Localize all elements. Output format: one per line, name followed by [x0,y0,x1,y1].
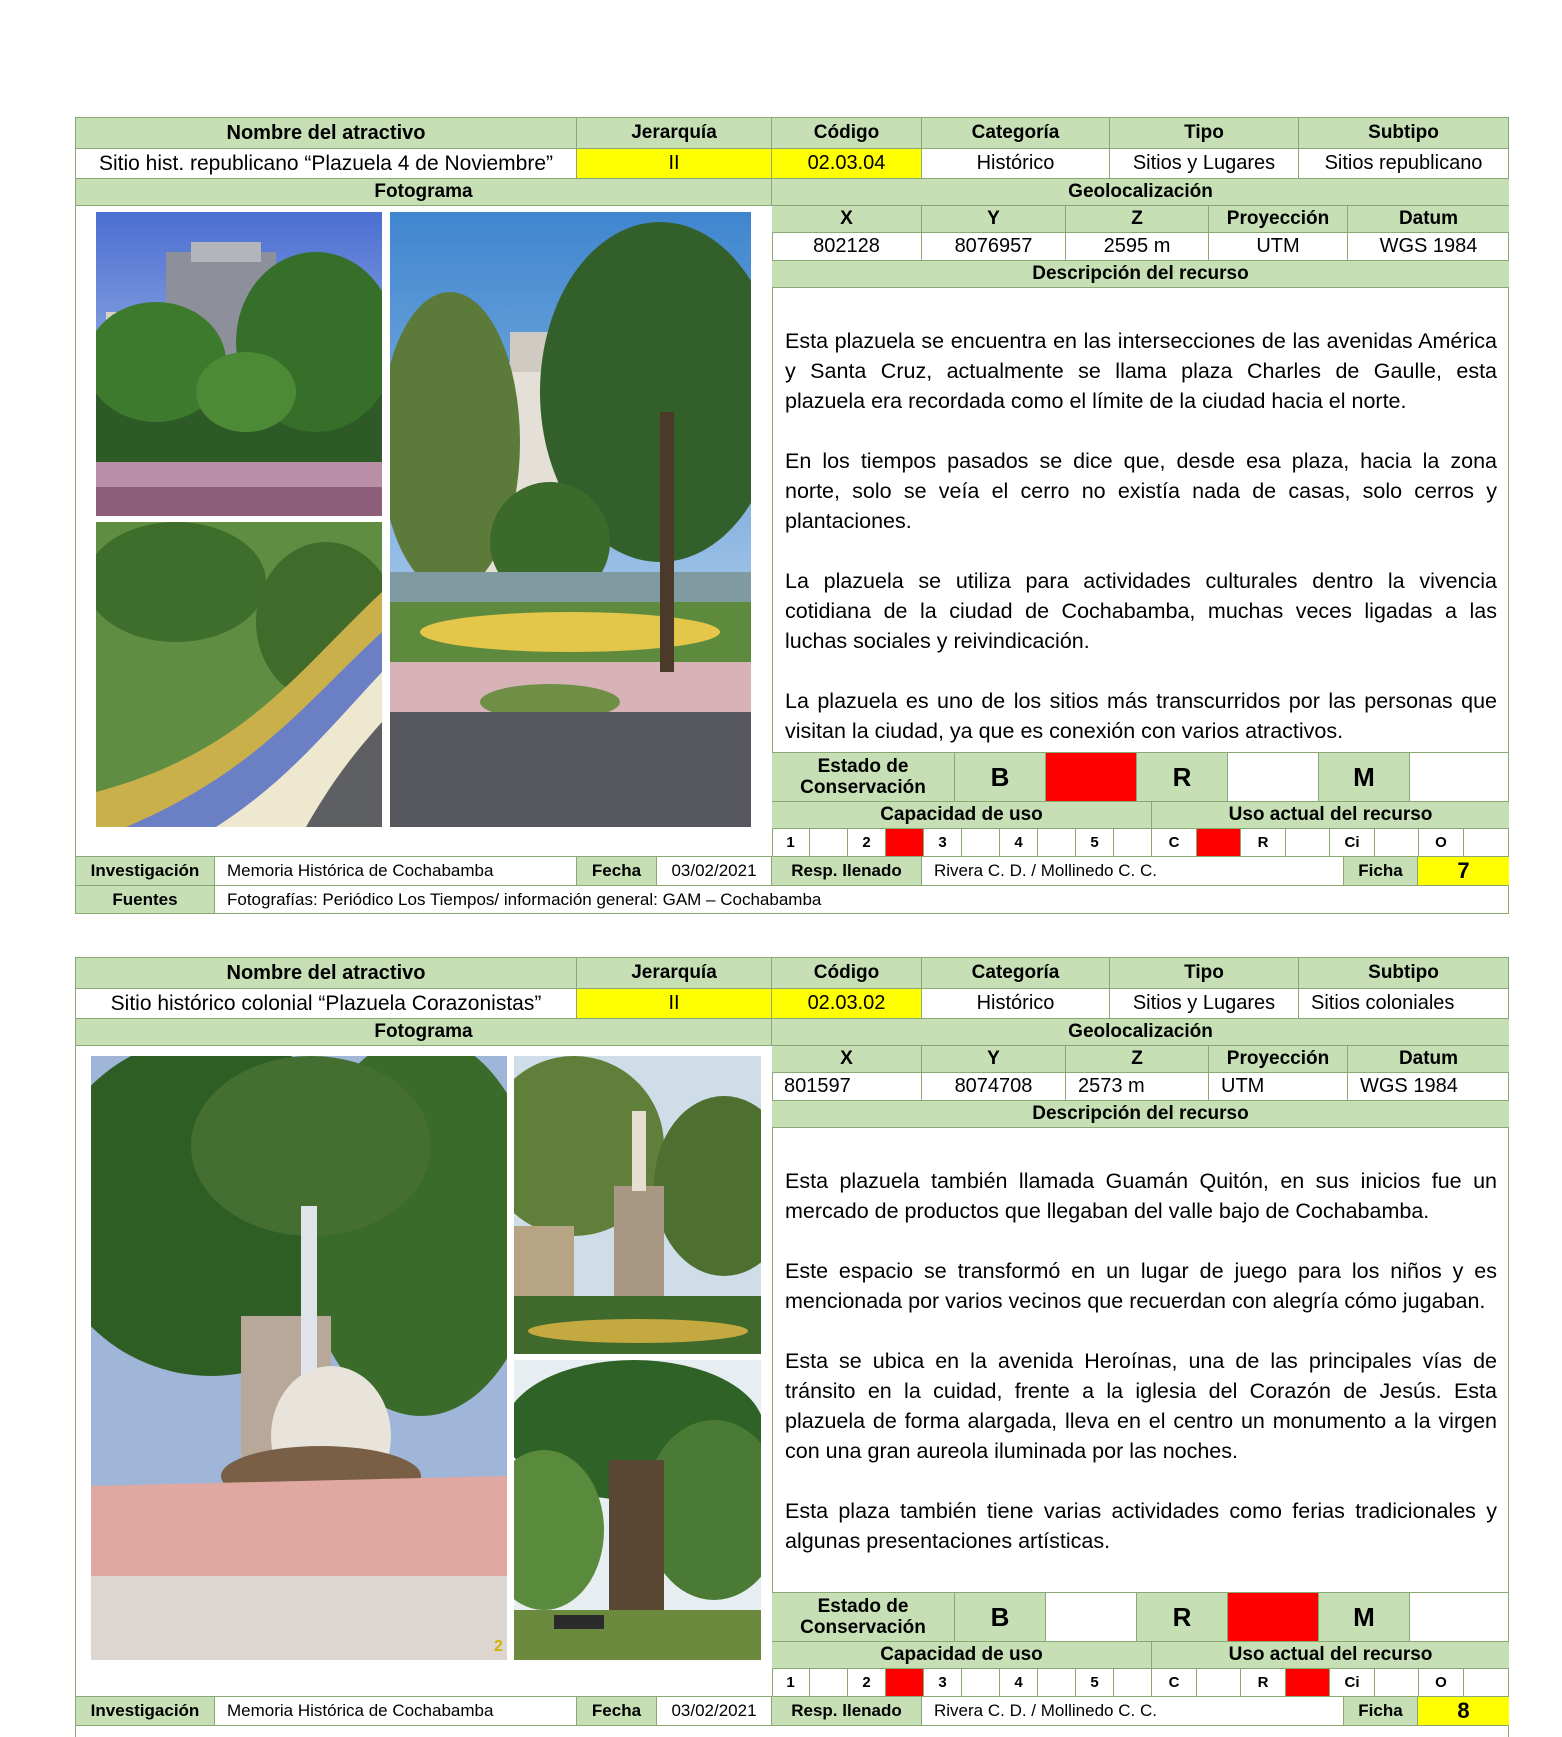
description-paragraph: En los tiempos pasados se dice que, desde esa plaza, hacia la zona norte, solo se veía el cerro no existía nada de casas, solo cerros y plantaciones. [785,449,1497,533]
research-label: Investigación [76,1697,215,1726]
photo-mark: 2 [494,1638,503,1655]
header-name: Nombre del atractivo [76,958,577,989]
geo-y-header: Y [922,206,1066,233]
geo-y-value: 8074708 [922,1073,1066,1101]
geo-datum-value: WGS 1984 [1348,1073,1509,1101]
use-r-mark [1286,1669,1330,1697]
header-category: Categoría [922,118,1110,149]
capacity-2: 2 [848,1669,886,1697]
photo-header: Fotograma [76,1019,772,1046]
resp-value: Rivera C. D. / Mollinedo C. C. [922,857,1344,886]
photo-plaza-street [390,212,751,827]
capacity-2-mark [886,1669,924,1697]
use-c: C [1152,829,1197,857]
capacity-5-mark [1114,1669,1152,1697]
hierarchy-value: II [577,149,772,179]
use-ci-mark [1375,829,1419,857]
use-ci: Ci [1330,1669,1375,1697]
capacity-5: 5 [1076,829,1114,857]
description-paragraph: La plazuela es uno de los sitios más transcurridos por las personas que visitan la ciudad, ya que es conexión con varios atractivos. [785,689,1497,743]
geo-header: Geolocalización [772,1019,1509,1046]
geo-datum-header: Datum [1348,1046,1509,1073]
use-r: R [1241,829,1286,857]
conservation-m: M [1319,753,1410,802]
description-body [772,288,1509,753]
geo-y-header: Y [922,1046,1066,1073]
type-value: Sitios y Lugares [1110,149,1299,179]
use-header: Uso actual del recurso [1152,802,1509,829]
description-body [772,1128,1509,1593]
capacity-1: 1 [772,1669,810,1697]
photo-plaza-mosaic [96,522,382,827]
photo-plaza-buildings [96,212,382,516]
conservation-r: R [1137,1593,1228,1642]
capacity-3: 3 [924,829,962,857]
date-value: 03/02/2021 [657,857,772,886]
resp-value: Rivera C. D. / Mollinedo C. C. [922,1697,1344,1726]
conservation-m-mark [1410,1593,1509,1642]
capacity-1-mark [810,829,848,857]
category-value: Histórico [922,149,1110,179]
use-c-mark [1197,1669,1241,1697]
geo-projection-header: Proyección [1209,206,1348,233]
research-value: Memoria Histórica de Cochabamba [215,857,577,886]
capacity-2-mark [886,829,924,857]
capacity-1: 1 [772,829,810,857]
header-subtype: Subtipo [1299,958,1508,989]
geo-x-header: X [772,1046,922,1073]
photo-fountain [91,1056,507,1660]
use-o: O [1419,1669,1464,1697]
hierarchy-value: II [577,989,772,1019]
header-type: Tipo [1110,118,1299,149]
ficha-value: 7 [1418,857,1509,886]
attraction-card-2 [75,957,1509,1737]
attraction-name: Sitio histórico colonial “Plazuela Corazonistas” [76,989,577,1019]
conservation-label: Estado de Conservación [772,1593,955,1642]
research-label: Investigación [76,857,215,886]
description-header: Descripción del recurso [772,261,1509,288]
capacity-4-mark [1038,829,1076,857]
ficha-label: Ficha [1344,1697,1418,1726]
header-category: Categoría [922,958,1110,989]
geo-datum-header: Datum [1348,206,1509,233]
geo-z-header: Z [1066,1046,1209,1073]
geo-x-value: 801597 [772,1073,922,1101]
date-label: Fecha [577,857,657,886]
description-paragraph: La plazuela se utiliza para actividades culturales dentro la vivencia cotidiana de la ciudad de Cochabamba, muchas veces ligadas a las luchas sociales y reivindicación. [785,569,1497,653]
header-code: Código [772,958,922,989]
use-o-mark [1464,1669,1509,1697]
description-paragraph: Esta plazuela también llamada Guamán Quitón, en sus inicios fue un mercado de productos que llegaban del valle bajo de Cochabamba. [785,1169,1497,1223]
capacity-3-mark [962,1669,1000,1697]
conservation-label: Estado de Conservación [772,753,955,802]
conservation-m-mark [1410,753,1509,802]
photo-palm-tree [514,1360,761,1660]
use-r-mark [1286,829,1330,857]
conservation-r: R [1137,753,1228,802]
capacity-header: Capacidad de uso [772,1642,1152,1669]
geo-z-value: 2573 m [1066,1073,1209,1101]
photo-area [76,1046,773,1697]
code-value: 02.03.02 [772,989,922,1019]
conservation-b: B [955,1593,1046,1642]
photo-virgin-monument [514,1056,761,1354]
description-header: Descripción del recurso [772,1101,1509,1128]
description-paragraph: Esta se ubica en la avenida Heroínas, una de las principales vías de tránsito en la cuidad, frente a la iglesia del Corazón de Jesús. Esta plazuela de forma alargada, lleva en el centro un monumento a la virgen con una gran aureola iluminada por las noches. [785,1349,1497,1463]
geo-datum-value: WGS 1984 [1348,233,1509,261]
use-header: Uso actual del recurso [1152,1642,1509,1669]
research-value: Memoria Histórica de Cochabamba [215,1697,577,1726]
subtype-value: Sitios coloniales [1299,989,1508,1019]
use-ci-mark [1375,1669,1419,1697]
capacity-4: 4 [1000,829,1038,857]
capacity-1-mark [810,1669,848,1697]
conservation-b: B [955,753,1046,802]
description-paragraph: Este espacio se transformó en un lugar de juego para los niños y es mencionada por varios vecinos que recuerdan con alegría cómo jugaban. [785,1259,1497,1313]
geo-projection-value: UTM [1209,1073,1348,1101]
geo-z-header: Z [1066,206,1209,233]
capacity-5-mark [1114,829,1152,857]
capacity-2: 2 [848,829,886,857]
use-c: C [1152,1669,1197,1697]
geo-x-value: 802128 [772,233,922,261]
conservation-b-mark [1046,1593,1137,1642]
capacity-3: 3 [924,1669,962,1697]
category-value: Histórico [922,989,1110,1019]
capacity-4-mark [1038,1669,1076,1697]
code-value: 02.03.04 [772,149,922,179]
header-hierarchy: Jerarquía [577,958,772,989]
sources-label: Fuentes [76,886,215,914]
header-type: Tipo [1110,958,1299,989]
use-ci: Ci [1330,829,1375,857]
conservation-m: M [1319,1593,1410,1642]
header-hierarchy: Jerarquía [577,118,772,149]
date-value: 03/02/2021 [657,1697,772,1726]
resp-label: Resp. llenado [772,1697,922,1726]
header-name: Nombre del atractivo [76,118,577,149]
header-code: Código [772,118,922,149]
use-r: R [1241,1669,1286,1697]
attraction-name: Sitio hist. republicano “Plazuela 4 de Noviembre” [76,149,577,179]
sources-value: Fotografías: Periódico Los Tiempos/ información general: GAM – Cochabamba [215,886,1509,914]
use-o: O [1419,829,1464,857]
description-paragraph: Esta plaza también tiene varias actividades como ferias tradicionales y algunas presentaciones artísticas. [785,1499,1497,1553]
photo-area [76,206,773,857]
geo-z-value: 2595 m [1066,233,1209,261]
use-o-mark [1464,829,1509,857]
geo-projection-header: Proyección [1209,1046,1348,1073]
attraction-card-1 [75,117,1509,914]
capacity-header: Capacidad de uso [772,802,1152,829]
conservation-b-mark [1046,753,1137,802]
geo-projection-value: UTM [1209,233,1348,261]
conservation-r-mark [1228,1593,1319,1642]
header-subtype: Subtipo [1299,118,1508,149]
description-paragraph: Esta plazuela se encuentra en las intersecciones de las avenidas América y Santa Cruz, actualmente se llama plaza Charles de Gaulle, esta plazuela era recordada como el límite de la ciudad hacia el norte. [785,329,1497,413]
photo-header: Fotograma [76,179,772,206]
capacity-3-mark [962,829,1000,857]
resp-label: Resp. llenado [772,857,922,886]
capacity-5: 5 [1076,1669,1114,1697]
type-value: Sitios y Lugares [1110,989,1299,1019]
geo-header: Geolocalización [772,179,1509,206]
ficha-label: Ficha [1344,857,1418,886]
geo-y-value: 8076957 [922,233,1066,261]
capacity-4: 4 [1000,1669,1038,1697]
conservation-r-mark [1228,753,1319,802]
date-label: Fecha [577,1697,657,1726]
use-c-mark [1197,829,1241,857]
ficha-value: 8 [1418,1697,1509,1726]
geo-x-header: X [772,206,922,233]
subtype-value: Sitios republicano [1299,149,1508,179]
